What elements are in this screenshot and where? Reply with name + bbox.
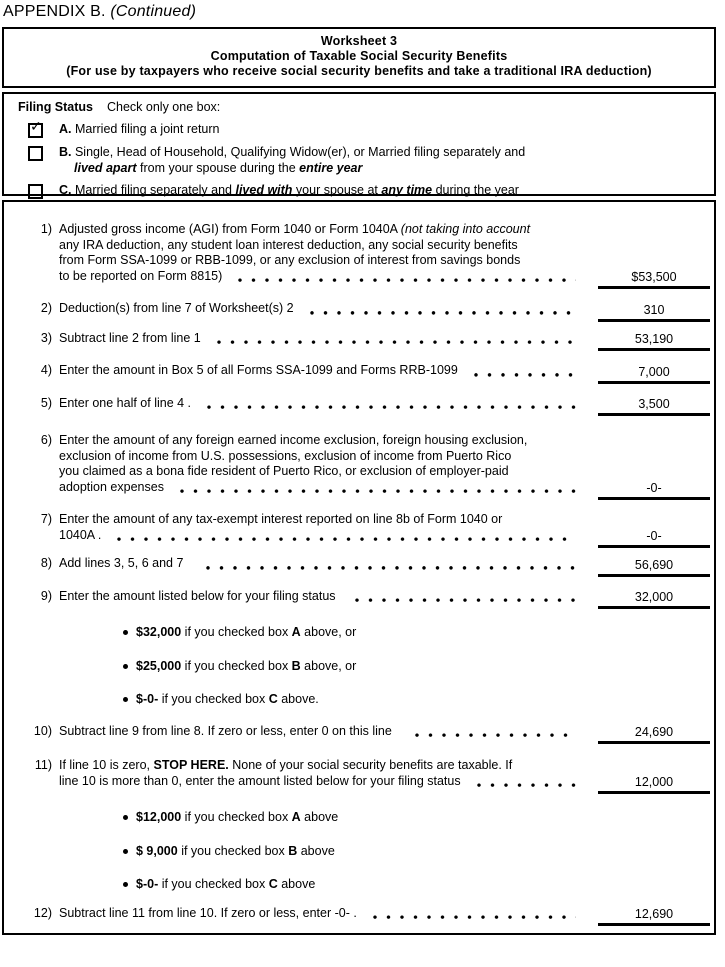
filing-option-line [59,183,519,199]
line-text-row [59,528,590,544]
text-run: $-0- [136,877,159,891]
line-text-segments [59,724,399,740]
text-run: if you checked box [158,692,269,706]
line-text-segments [59,301,294,317]
line-text-row [59,253,590,269]
line-text-row [59,269,590,285]
line-text-row [59,222,590,238]
text-run: during the year [432,183,519,197]
amount-value: 310 [598,303,710,322]
bullet-icon [123,849,128,854]
filing-option-label [59,145,525,176]
dot-leader [470,363,576,379]
text-run: (not taking into account [400,222,531,236]
worksheet-line [24,758,710,789]
amount-value: 56,690 [598,558,710,577]
bullet-icon [123,664,128,669]
line-text-row [59,556,590,572]
line-text-row [59,331,590,347]
worksheet-title: Worksheet 3 [320,34,398,48]
text-run: Deduction(s) from line 7 of Worksheet(s) 2 [59,301,294,315]
filing-option-line [59,145,525,161]
amount-value: -0- [598,481,710,500]
text-run: Subtract line 9 from line 8. If zero or less, enter 0 on this line [59,723,399,738]
filing-option-b [18,145,714,176]
dot-leader [369,906,576,922]
text-run: Enter the amount listed below for your filing status [59,588,340,603]
line-number: 2) [40,301,52,315]
text-run: 1040A . [59,527,102,542]
text-run: Enter the amount in Box 5 of all Forms SSA-1099 and Forms RRB-1099 [59,363,458,377]
text-run: $32,000 [136,625,182,639]
text-run: If line 10 is zero, [59,758,154,772]
text-run: A. [59,122,72,136]
dot-leader [234,269,576,285]
worksheet-line [24,433,710,495]
text-run: above [297,843,335,858]
filing-option-a [18,119,714,138]
text-run: Married filing separately and [71,183,236,197]
text-run: B. [59,145,72,159]
worksheet-line [24,724,710,740]
text-run: you claimed as a bona fide resident of Puerto Rico, or exclusion of employer-paid [59,464,509,478]
line-text [59,363,590,379]
dot-leader [113,528,576,544]
line-text [59,433,590,495]
text-run: if you checked box [177,843,289,858]
line-text [59,222,590,284]
line-text [59,331,590,347]
text-run: if you checked box [181,658,292,673]
worksheet-line [24,556,710,572]
line-number: 10) [33,723,52,738]
check-icon: ✓ [30,119,42,135]
line-text-segments [59,331,201,347]
line-text-row [59,396,590,412]
amount-value: 3,500 [598,397,710,416]
line-text-segments [59,396,191,412]
text-run: None of your social security benefits are taxable. If [228,758,513,772]
line-text-row [59,758,590,774]
worksheet-line [24,222,710,284]
line-text [59,396,590,412]
appendix-title-continued: (Continued) [105,3,197,20]
dot-leader [351,589,576,605]
amount-value: 32,000 [598,590,710,609]
worksheet-body-box [2,200,716,935]
dot-leader [411,724,576,740]
worksheet-line [24,396,710,412]
text-run: line 10 is more than 0, enter the amount listed below for your filing status [59,773,461,788]
worksheet-line [24,331,710,347]
line-text-row [59,301,590,317]
text-run: any IRA deduction, any student loan interest deduction, any social security benefits [59,237,518,252]
filing-status-label: Filing Status [18,100,93,114]
line-text-segments [59,480,164,496]
text-run: above [277,877,316,891]
worksheet-lines [24,222,710,921]
line-text-row [59,480,590,496]
line-number: 12) [33,905,52,920]
text-run: to be reported on Form 8815) [59,268,223,283]
text-run: above, or [300,625,357,639]
line-number: 1) [40,222,52,236]
bullet-item [24,877,710,893]
line-text-row [59,906,590,922]
text-run: lived with [235,183,293,197]
worksheet-line [24,363,710,379]
appendix-title-main: APPENDIX B. [3,3,106,20]
text-run: entire year [299,160,363,175]
worksheet-line [24,906,710,922]
text-run: if you checked box [181,810,292,824]
checkbox-a[interactable] [28,119,43,138]
line-number: 7) [40,512,52,526]
checkbox-b[interactable] [28,146,43,161]
line-text-segments [59,556,190,572]
line-text-row [59,464,590,480]
line-text-segments [59,774,461,790]
line-text-segments [59,589,339,605]
line-text-row [59,512,590,528]
text-run: STOP HERE. [153,758,229,772]
filing-option-label [59,122,219,138]
line-text-row [59,774,590,790]
text-run: B [288,843,298,858]
line-text [59,906,590,922]
amount-value: 24,690 [598,725,710,744]
text-run: C. [59,183,72,197]
line-text-segments [59,269,222,285]
filing-status-header [18,100,714,115]
text-run: Enter one half of line 4 . [59,395,192,410]
text-run: $ 9,000 [136,843,178,858]
bullet-item [24,810,710,826]
bullet-icon [123,630,128,635]
text-run: C [268,692,278,706]
bullet-item [24,625,710,641]
bullet-item [24,844,710,860]
text-run: any time [381,183,433,197]
bullet-item [24,659,710,675]
text-run: from Form SSA-1099 or RBB-1099, or any exclusion of interest from savings bonds [59,253,521,267]
line-text-segments [59,906,357,922]
worksheet-note: (For use by taxpayers who receive social security benefits and take a traditional IRA deduction) [66,64,652,78]
dot-leader [202,556,576,572]
text-run: Married filing a joint return [71,122,220,136]
text-run: adoption expenses [59,479,164,494]
line-text [59,301,590,317]
line-number: 3) [40,330,52,345]
text-run: Subtract line 2 from line 1 [59,330,201,345]
line-number: 6) [40,433,52,447]
filing-status-box [2,92,716,196]
line-number: 11) [34,758,52,772]
filing-option-line [74,161,525,177]
dot-leader [203,396,576,412]
text-run: Adjusted gross income (AGI) from Form 1040 or Form 1040A [59,222,401,236]
text-run: A [291,810,301,824]
line-text [59,758,590,789]
text-run: if you checked box [181,625,292,639]
line-text-row [59,589,590,605]
dot-leader [306,301,576,317]
text-run: if you checked box [158,877,269,891]
bullet-icon [123,815,128,820]
dot-leader [473,774,576,790]
appendix-title [3,3,196,21]
line-text [59,512,590,543]
amount-value: 53,190 [598,332,710,351]
line-text-row [59,238,590,254]
filing-status-options [18,119,714,199]
filing-option-c [18,183,714,199]
text-run: your spouse at [292,183,382,197]
line-number: 8) [40,556,52,570]
amount-value: 7,000 [598,365,710,384]
text-run: Enter the amount of any tax-exempt interest reported on line 8b of Form 1040 or [59,512,503,526]
line-text-segments [59,363,458,379]
text-run: exclusion of income from U.S. possessions, exclusion of income from Puerto Rico [59,448,512,463]
filing-option-label [59,183,519,199]
bullet-item [24,692,710,708]
line-number: 5) [40,395,52,410]
amount-value: $53,500 [598,270,710,289]
worksheet-line [24,589,710,605]
worksheet-subtitle: Computation of Taxable Social Security Benefits [210,49,508,63]
bullet-icon [123,697,128,702]
dot-leader [176,480,576,496]
checkbox-c[interactable] [28,184,43,199]
text-run: $12,000 [136,810,182,824]
line-number: 9) [40,588,52,603]
line-text-segments [59,528,101,544]
text-run: B [291,658,301,673]
text-run: Add lines 3, 5, 6 and 7 [59,556,191,570]
text-run: from your spouse during the [136,160,300,175]
text-run: C [268,877,278,891]
worksheet-line [24,301,710,317]
text-run: Enter the amount of any foreign earned income exclusion, foreign housing exclusion, [59,433,528,447]
text-run: Subtract line 11 from line 10. If zero or less, enter -0- . [59,905,357,920]
dot-leader [213,331,576,347]
text-run: above. [277,692,319,706]
line-text-row [59,363,590,379]
line-text [59,724,590,740]
text-run: lived apart [74,160,137,175]
text-run: above [300,810,339,824]
filing-option-line [59,122,219,138]
amount-value: 12,690 [598,907,710,926]
text-run: $25,000 [136,658,182,673]
worksheet-line [24,512,710,543]
amount-value: -0- [598,529,710,548]
filing-status-instruction: Check only one box: [107,100,221,114]
bullet-icon [123,882,128,887]
text-run: A [291,625,301,639]
text-run: Single, Head of Household, Qualifying Widow(er), or Married filing separately and [71,145,526,159]
text-run: above, or [300,658,357,673]
worksheet-header-box [2,27,716,88]
line-text-row [59,449,590,465]
line-text-row [59,433,590,449]
line-text [59,556,590,572]
line-text [59,589,590,605]
line-number: 4) [40,363,52,377]
text-run: $-0- [136,692,159,706]
amount-value: 12,000 [598,775,710,794]
line-text-row [59,724,590,740]
